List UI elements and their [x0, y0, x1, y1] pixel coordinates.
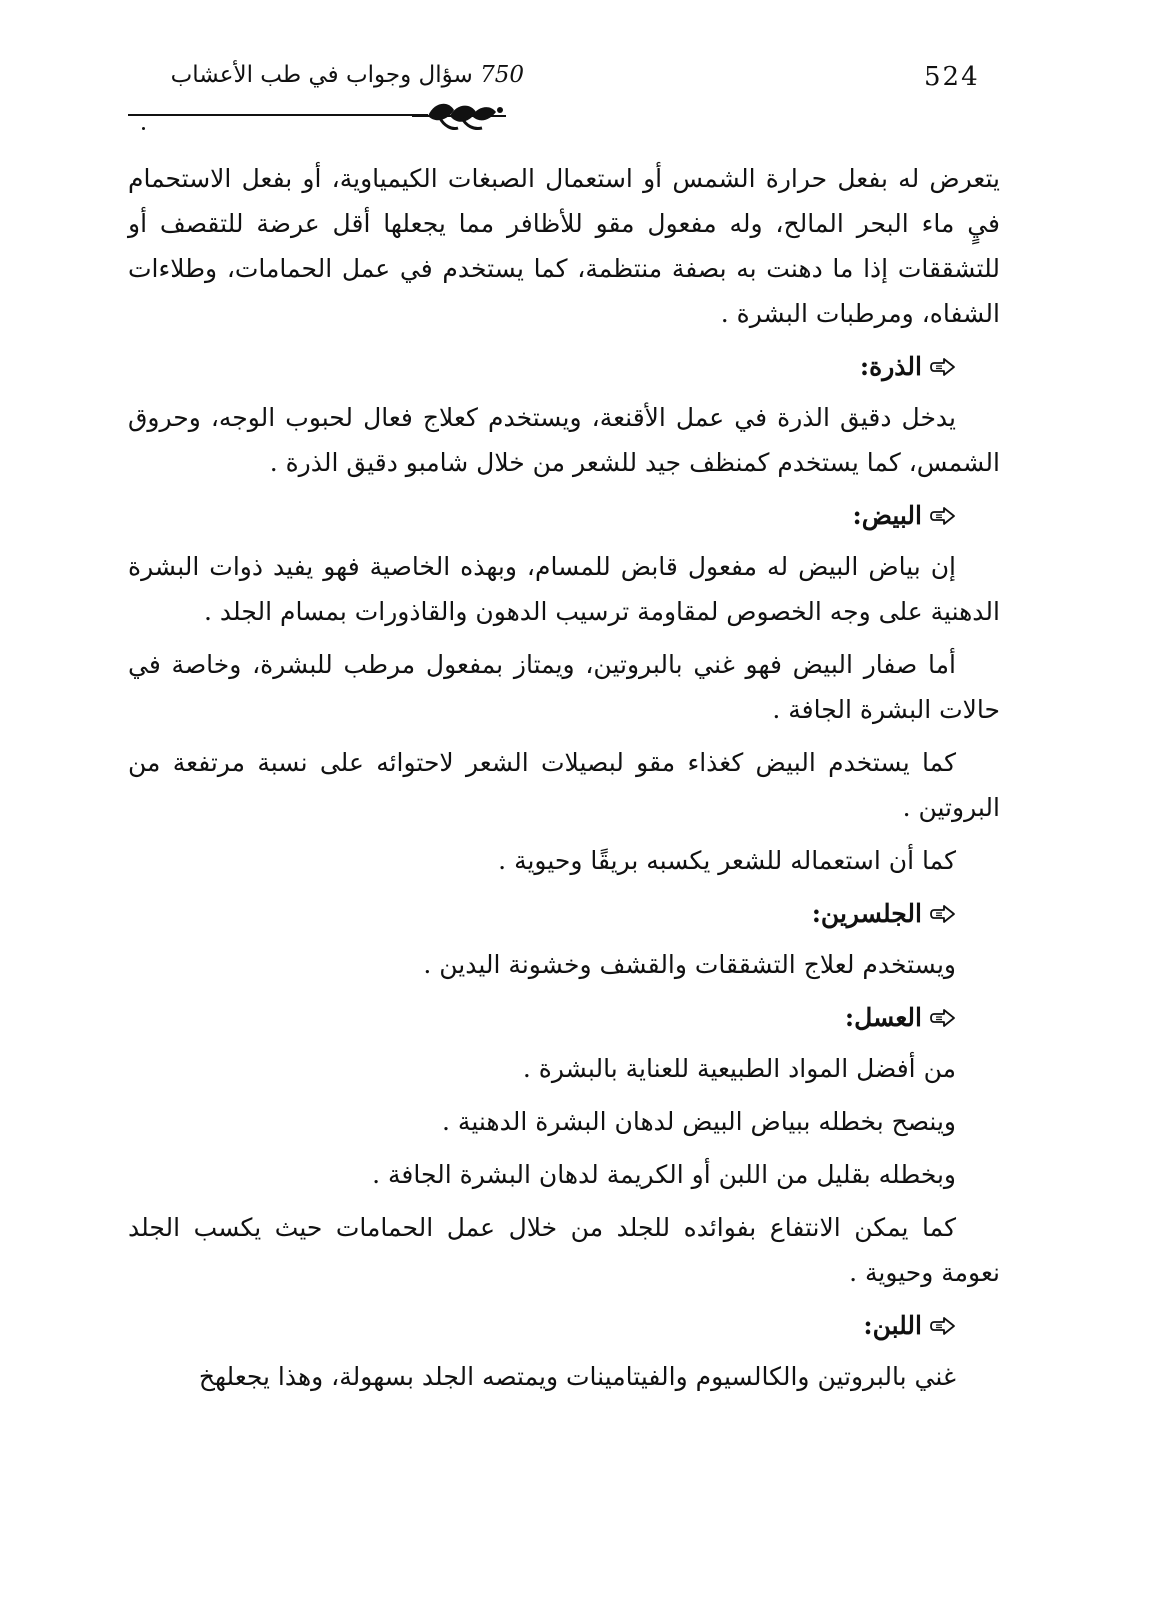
section-title-glycerin: الجلسرين:: [811, 899, 922, 928]
hand-pointer-icon: [930, 1315, 956, 1337]
section-title-honey: العسل:: [844, 1003, 922, 1032]
page-body: [128, 156, 1000, 1407]
page-header: [0, 0, 1152, 140]
paragraph-honey-3: وبخطله بقليل من اللبن أو الكريمة لدهان البشرة الجافة .: [372, 1160, 956, 1189]
section-heading-honey: [128, 995, 956, 1040]
section-heading-glycerin: [128, 891, 956, 936]
section-heading-corn: [128, 344, 956, 389]
running-title: [164, 62, 524, 88]
section-title-milk: اللبن:: [863, 1311, 922, 1340]
intro-paragraph: يتعرض له بفعل حرارة الشمس أو استعمال الصبغات الكيمياوية، أو بفعل الاستحمام فيٍ ماء البحر المالح، وله مفعول مقو للأظافر مما يجعلها أقل عرضة للتقصف أو للتشققات إذا ما دهنت به بصفة منتظمة، كما يستخدم في عمل الحمامات، وطلاءات الشفاه، ومرطبات البشرة .: [128, 164, 1000, 328]
book-title: سؤال وجواب في طب الأعشاب: [170, 62, 473, 88]
paragraph-egg-4: كما أن استعماله للشعر يكسبه بريقًا وحيوية .: [498, 846, 956, 875]
page-number: 524: [924, 62, 980, 92]
book-number: 750: [480, 62, 524, 88]
paragraph-honey-2: وينصح بخطله ببياض البيض لدهان البشرة الدهنية .: [442, 1107, 956, 1136]
header-dot: [142, 127, 145, 130]
paragraph-egg-3: كما يستخدم البيض كغذاء مقو لبصيلات الشعر لاحتوائه على نسبة مرتفعة من البروتين .: [128, 748, 1000, 822]
leaf-ornament-icon: [410, 90, 510, 134]
paragraph-corn-1: يدخل دقيق الذرة في عمل الأقنعة، ويستخدم كعلاج فعال لحبوب الوجه، وحروق الشمس، كما يستخدم كمنظف جيد للشعر من خلال شامبو دقيق الذرة .: [128, 403, 1000, 477]
hand-pointer-icon: [930, 1007, 956, 1029]
section-title-egg: البيض:: [852, 501, 922, 530]
paragraph-glycerin-1: ويستخدم لعلاج التشققات والقشف وخشونة اليدين .: [423, 950, 956, 979]
header-rule: [128, 114, 428, 116]
paragraph-egg-1: إن بياض البيض له مفعول قابض للمسام، وبهذه الخاصية فهو يفيد ذوات البشرة الدهنية على وجه الخصوص لمقاومة ترسيب الدهون والقاذورات بمسام الجلد .: [128, 552, 1000, 626]
paragraph-honey-4: كما يمكن الانتفاع بفوائده للجلد من خلال عمل الحمامات حيث يكسب الجلد نعومة وحيوية .: [128, 1213, 1000, 1287]
paragraph-honey-1: من أفضل المواد الطبيعية للعناية بالبشرة .: [522, 1054, 956, 1083]
hand-pointer-icon: [930, 903, 956, 925]
section-heading-egg: [128, 493, 956, 538]
hand-pointer-icon: [930, 505, 956, 527]
section-title-corn: الذرة:: [859, 352, 922, 381]
section-heading-milk: [128, 1303, 956, 1348]
paragraph-milk-1: غني بالبروتين والكالسيوم والفيتامينات ويمتصه الجلد بسهولة، وهذا يجعلهخ: [198, 1362, 956, 1391]
hand-pointer-icon: [930, 356, 956, 378]
paragraph-egg-2: أما صفار البيض فهو غني بالبروتين، ويمتاز بمفعول مرطب للبشرة، وخاصة في حالات البشرة الجافة .: [128, 650, 1000, 724]
